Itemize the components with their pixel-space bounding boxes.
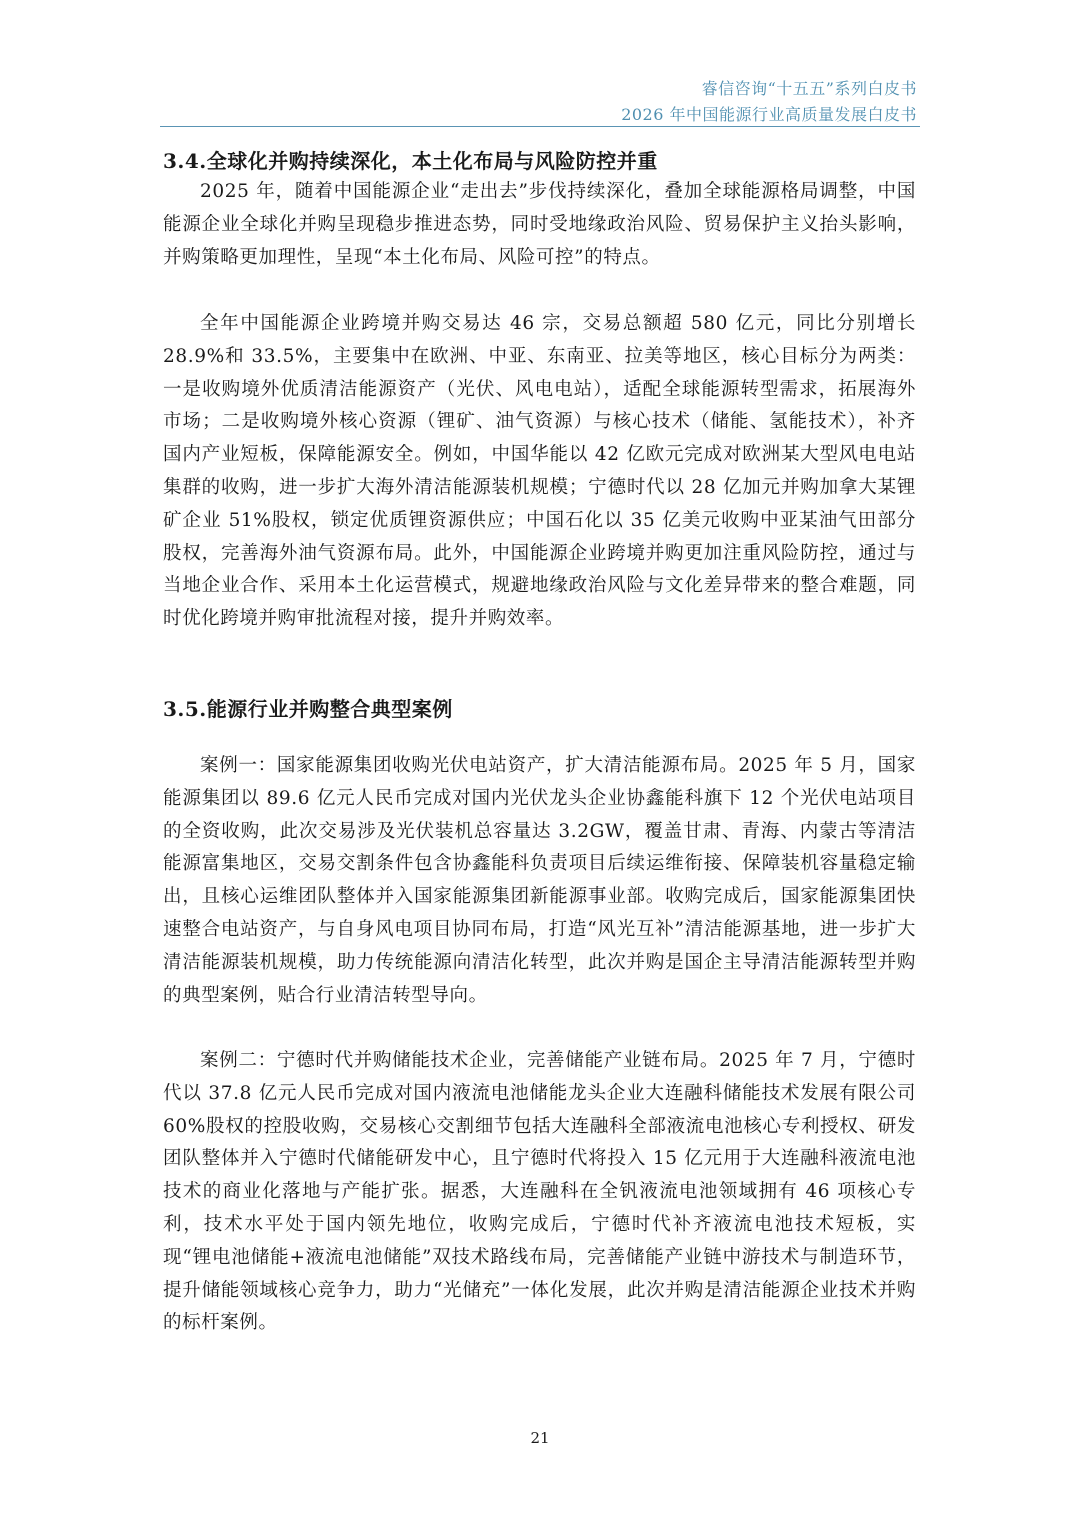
paragraph-3-4-intro: 2025 年，随着中国能源企业“走出去”步伐持续深化，叠加全球能源格局调整，中国能源企业全球化并购呈现稳步推进态势，同时受地缘政治风险、贸易保护主义抬头影响，并购策略更加理性，呈现“本土化布局、风险可控”的特点。 [163, 181, 916, 268]
header-report-title: 2026 年中国能源行业高质量发展白皮书 [621, 105, 917, 124]
header-series-title: 睿信咨询“十五五”系列白皮书 [701, 79, 917, 98]
section-title-3-4: 3.4.全球化并购持续深化，本土化布局与风险防控并重 [163, 149, 658, 173]
paragraph-case-one: 案例一：国家能源集团收购光伏电站资产，扩大清洁能源布局。2025 年 5 月，国家能源集团以 89.6 亿元人民币完成对国内光伏龙头企业协鑫能科旗下 12 个光伏电站项目的全资收购，此次交易涉及光伏装机总容量达 3.2GW，覆盖甘肃、青海、内蒙古等清洁能源富集地区，交易交割条件包含协鑫能科负责项目后续运维衔接、保障装机容量稳定输出，且核心运维团队整体并入国家能源集团新能源事业部。收购完成后，国家能源集团快速整合电站资产，与自身风电项目协同布局，打造“风光互补”清洁能源基地，进一步扩大清洁能源装机规模，助力传统能源向清洁化转型，此次并购是国企主导清洁能源转型并购的典型案例，贴合行业清洁转型导向。 [163, 755, 916, 1006]
page-number: 21 [530, 1429, 550, 1447]
page-header [621, 76, 917, 128]
header-divider [160, 126, 920, 127]
paragraph-case-two: 案例二：宁德时代并购储能技术企业，完善储能产业链布局。2025 年 7 月，宁德时代以 37.8 亿元人民币完成对国内液流电池储能龙头企业大连融科储能技术发展有限公司 60%股权的控股收购，交易核心交割细节包括大连融科全部液流电池核心专利授权、研发团队整体并入宁德时代储能研发中心，且宁德时代将投入 15 亿元用于大连融科液流电池技术的商业化落地与产能扩张。据悉，大连融科在全钒液流电池领域拥有 46 项核心专利，技术水平处于国内领先地位，收购完成后，宁德时代补齐液流电池技术短板，实现“锂电池储能+液流电池储能”双技术路线布局，完善储能产业链中游技术与制造环节，提升储能领域核心竞争力，助力“光储充”一体化发展，此次并购是清洁能源企业技术并购的标杆案例。 [163, 1050, 916, 1334]
section-title-3-5: 3.5.能源行业并购整合典型案例 [163, 697, 453, 721]
paragraph-3-4-details: 全年中国能源企业跨境并购交易达 46 宗，交易总额超 580 亿元，同比分别增长 28.9%和 33.5%，主要集中在欧洲、中亚、东南亚、拉美等地区，核心目标分为两类：一是收购境外优质清洁能源资产（光伏、风电电站），适配全球能源转型需求，拓展海外市场；二是收购境外核心资源（锂矿、油气资源）与核心技术（储能、氢能技术），补齐国内产业短板，保障能源安全。例如，中国华能以 42 亿欧元完成对欧洲某大型风电电站集群的收购，进一步扩大海外清洁能源装机规模；宁德时代以 28 亿加元并购加拿大某锂矿企业 51%股权，锁定优质锂资源供应；中国石化以 35 亿美元收购中亚某油气田部分股权，完善海外油气资源布局。此外，中国能源企业跨境并购更加注重风险防控，通过与当地企业合作、采用本土化运营模式，规避地缘政治风险与文化差异带来的整合难题，同时优化跨境并购审批流程对接，提升并购效率。 [163, 313, 916, 630]
